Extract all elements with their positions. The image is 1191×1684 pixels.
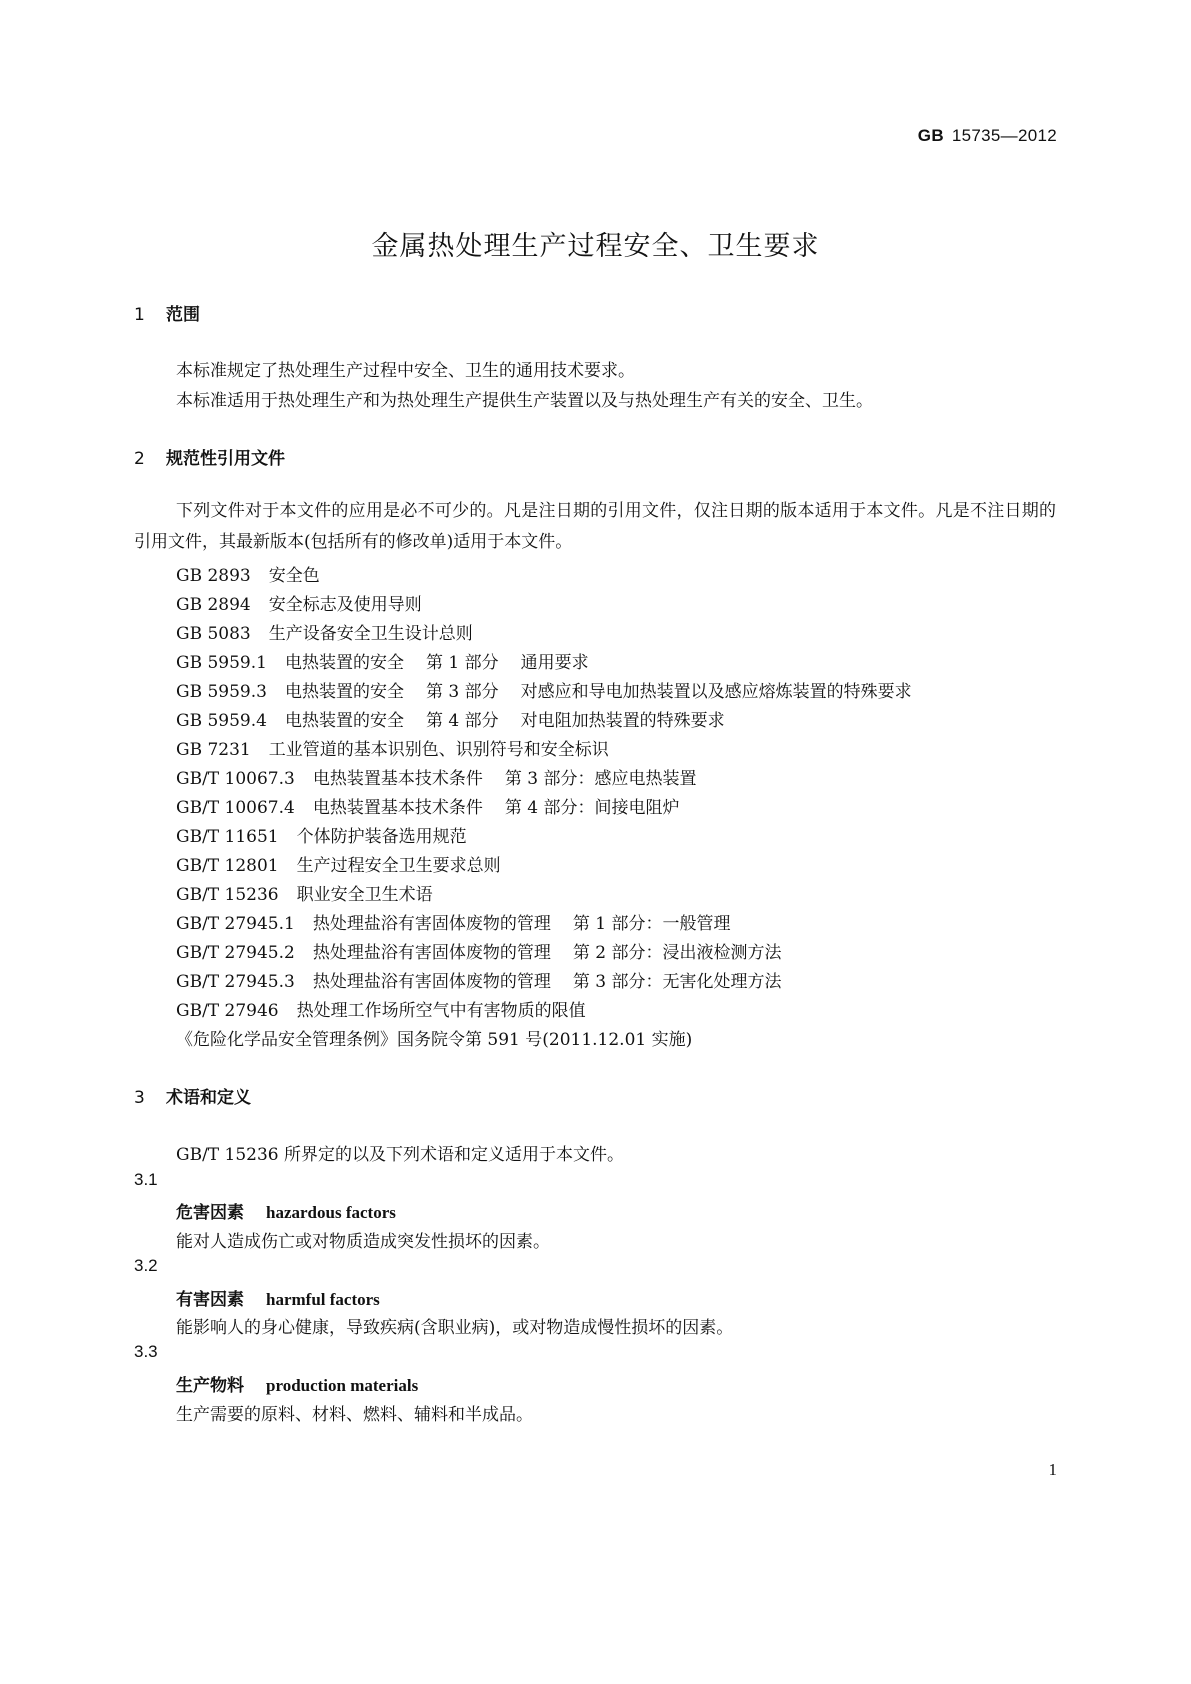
reference-part: 第 1 部分：一般管理	[572, 914, 731, 934]
reference-part: 第 3 部分：无害化处理方法	[572, 972, 782, 992]
reference-code: GB/T 27945.1	[176, 914, 295, 934]
reference-code: GB/T 15236	[176, 885, 279, 905]
reference-item	[176, 851, 501, 876]
reference-code: GB/T 27945.2	[176, 943, 295, 963]
reference-code: GB 5959.1	[176, 653, 267, 673]
reference-code: GB/T 27945.3	[176, 972, 295, 992]
scope-paragraph-1: 本标准规定了热处理生产过程中安全、卫生的通用技术要求。	[176, 361, 635, 381]
reference-code: GB 5959.3	[176, 682, 267, 702]
standard-number: 15735—2012	[951, 126, 1057, 145]
reference-code: GB 5083	[176, 624, 251, 644]
section-2-heading	[134, 444, 285, 469]
reference-item	[176, 938, 781, 963]
section-title: 术语和定义	[166, 1088, 251, 1108]
section-number: 2	[134, 449, 145, 469]
reference-title: 电热装置基本技术条件	[312, 769, 483, 789]
reference-code: GB/T 10067.3	[176, 769, 295, 789]
reference-code: GB/T 11651	[176, 827, 279, 847]
reference-title: 热处理盐浴有害固体废物的管理	[312, 943, 551, 963]
reference-code: GB 2894	[176, 595, 251, 615]
reference-regulation: 《危险化学品安全管理条例》国务院令第 591 号(2011.12.01 实施)	[176, 1030, 693, 1050]
reference-item	[176, 909, 730, 934]
reference-item	[176, 648, 589, 673]
reference-title: 热处理工作场所空气中有害物质的限值	[296, 1001, 586, 1021]
term-number: 3.2	[134, 1256, 158, 1275]
reference-code: GB/T 10067.4	[176, 798, 295, 818]
reference-code: GB 7231	[176, 740, 251, 760]
reference-title: 热处理盐浴有害固体废物的管理	[312, 972, 551, 992]
page-number: 1	[1048, 1460, 1057, 1479]
reference-code: GB 2893	[176, 566, 251, 586]
term-number: 3.1	[134, 1170, 158, 1189]
term-name-zh: 危害因素	[176, 1203, 244, 1223]
section-title: 规范性引用文件	[166, 449, 285, 469]
standard-prefix: GB	[917, 126, 944, 145]
term-name-en: harmful factors	[266, 1290, 380, 1309]
reference-part: 第 3 部分	[425, 682, 499, 702]
reference-title: 个体防护装备选用规范	[296, 827, 467, 847]
section-title: 范围	[166, 305, 200, 325]
reference-title: 工业管道的基本识别色、识别符号和安全标识	[268, 740, 609, 760]
reference-title: 职业安全卫生术语	[296, 885, 433, 905]
reference-part: 第 1 部分	[425, 653, 499, 673]
reference-part: 第 4 部分：间接电阻炉	[504, 798, 680, 818]
references-intro: 下列文件对于本文件的应用是必不可少的。凡是注日期的引用文件，仅注日期的版本适用于本文件。凡是不注日期的引用文件，其最新版本(包括所有的修改单)适用于本文件。	[134, 501, 1056, 552]
reference-title: 安全色	[268, 566, 320, 586]
reference-code: GB 5959.4	[176, 711, 267, 731]
term-name-zh: 生产物料	[176, 1376, 244, 1396]
reference-item	[176, 822, 467, 847]
reference-item	[176, 590, 422, 615]
reference-item	[176, 735, 609, 760]
reference-item	[176, 996, 586, 1021]
reference-code: GB/T 27946	[176, 1001, 279, 1021]
reference-title: 电热装置的安全	[284, 653, 404, 673]
scope-paragraph-2: 本标准适用于热处理生产和为热处理生产提供生产装置以及与热处理生产有关的安全、卫生。	[176, 391, 873, 411]
term-name-en: production materials	[266, 1376, 419, 1395]
reference-subtitle: 对感应和导电加热装置以及感应熔炼装置的特殊要求	[520, 682, 912, 702]
term-name-zh: 有害因素	[176, 1290, 244, 1310]
reference-part: 第 4 部分	[425, 711, 499, 731]
reference-title: 热处理盐浴有害固体废物的管理	[312, 914, 551, 934]
reference-item	[176, 706, 725, 731]
reference-title: 安全标志及使用导则	[268, 595, 422, 615]
term-definition: 生产需要的原料、材料、燃料、辅料和半成品。	[176, 1405, 533, 1425]
reference-subtitle: 通用要求	[520, 653, 589, 673]
term-definition: 能对人造成伤亡或对物质造成突发性损坏的因素。	[176, 1232, 550, 1252]
section-number: 3	[134, 1088, 145, 1108]
reference-title: 电热装置的安全	[284, 682, 404, 702]
term-name-en: hazardous factors	[266, 1203, 396, 1222]
reference-part: 第 2 部分：浸出液检测方法	[572, 943, 782, 963]
term-number: 3.3	[134, 1342, 158, 1361]
term-name	[176, 1198, 396, 1223]
reference-title: 电热装置基本技术条件	[312, 798, 483, 818]
reference-title: 生产过程安全卫生要求总则	[296, 856, 501, 876]
section-3-heading	[134, 1083, 251, 1108]
section-1-heading	[134, 300, 200, 325]
reference-item	[176, 880, 433, 905]
reference-item	[176, 764, 696, 789]
term-definition: 能影响人的身心健康，导致疾病(含职业病)，或对物造成慢性损坏的因素。	[176, 1318, 734, 1338]
terms-intro: GB/T 15236 所界定的以及下列术语和定义适用于本文件。	[176, 1145, 625, 1165]
reference-code: GB/T 12801	[176, 856, 279, 876]
document-title: 金属热处理生产过程安全、卫生要求	[371, 231, 820, 262]
section-number: 1	[134, 305, 145, 325]
reference-subtitle: 对电阻加热装置的特殊要求	[520, 711, 725, 731]
standard-code	[918, 126, 1057, 146]
reference-item	[176, 793, 679, 818]
term-name	[176, 1285, 380, 1310]
reference-title: 电热装置的安全	[284, 711, 404, 731]
reference-part: 第 3 部分：感应电热装置	[504, 769, 697, 789]
term-name	[176, 1371, 418, 1396]
reference-title: 生产设备安全卫生设计总则	[268, 624, 473, 644]
reference-item	[176, 561, 320, 586]
reference-item	[176, 967, 781, 992]
reference-item	[176, 619, 473, 644]
reference-item	[176, 677, 912, 702]
